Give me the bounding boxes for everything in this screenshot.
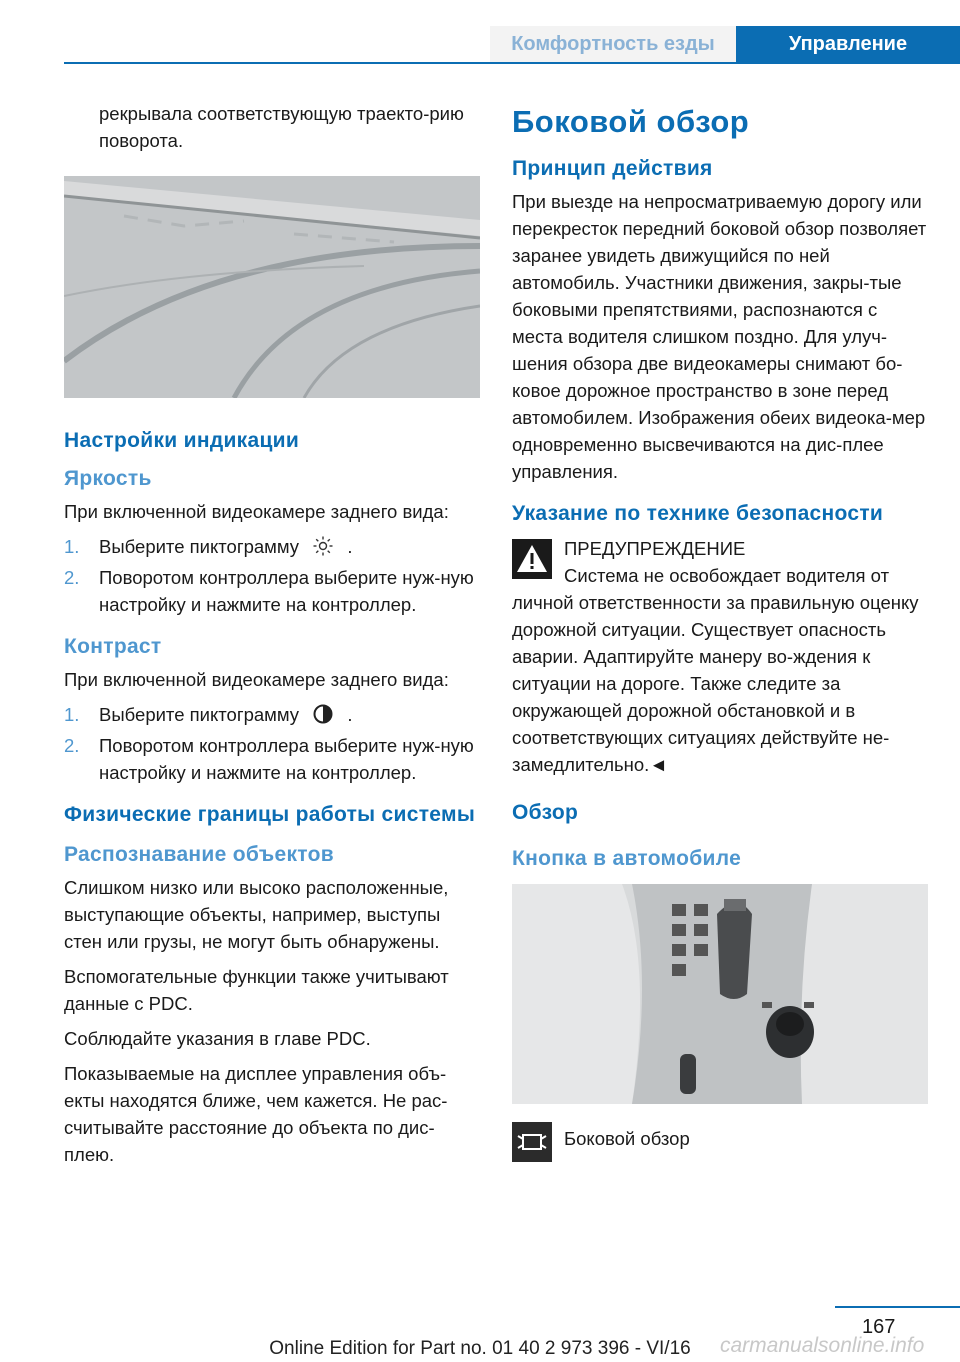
- step-number: 2.: [64, 735, 80, 756]
- header-chapter-tab: Управление: [736, 26, 960, 62]
- warning-text: [512, 562, 930, 778]
- contrast-text: При включенной видеокамере заднего вида:: [64, 669, 449, 690]
- list-item: [64, 732, 482, 786]
- header-rule: [64, 62, 960, 64]
- step-text-end: .: [347, 704, 353, 725]
- footer-watermark: carmanualsonline.info: [720, 1334, 925, 1357]
- brightness-heading: Яркость: [64, 467, 152, 490]
- side-view-camera-icon: [512, 1122, 552, 1162]
- warning-triangle-icon: [512, 539, 552, 579]
- footer-edition: Online Edition for Part no. 01 40 2 973 396 - VI/16: [269, 1338, 691, 1359]
- object-detection-paragraph: Вспомогательные функции также учитывают данные с PDC.: [64, 966, 449, 1014]
- step-text-end: .: [347, 536, 353, 557]
- left-column: [64, 100, 482, 1176]
- button-heading: Кнопка в автомобиле: [512, 847, 742, 870]
- contrast-heading: Контраст: [64, 635, 162, 658]
- right-column: [512, 100, 930, 1166]
- rear-camera-lines-illustration: [64, 176, 480, 398]
- object-detection-paragraph: Слишком низко или высоко расположенные, выступающие объекты, например, выступы стен или грузы, не могут быть обнаружены.: [64, 877, 449, 952]
- warning-block: [512, 535, 930, 778]
- warning-text-content: Система не освобождает водителя от личной ответственности за правильную оценку дорожной ситуации. Существует опасность аварии. Адаптируйте манеру во-ждения к ситуации на дороге. Также следите за окружающей дорожной обстановкой и в соответствующих ситуациях действуйте не-замедлительно.◄: [512, 565, 919, 775]
- principle-text: При выезде на непросматриваемую дорогу или перекресток передний боковой обзор позволяет заранее увидеть движущийся по ней автомобиль. Участники движения, закры-тые боковыми препятствиями, распознаются с места водителя слишком поздно. Для улуч-шения обзора две видеокамеры снимают бо-ковое дорожное пространство в зоне перед автомобилем. Изображения обеих видеока-мер одновременно высвечиваются на дис-плее управления.: [512, 191, 927, 482]
- list-item: [64, 701, 482, 728]
- safety-heading: Указание по технике безопасности: [512, 502, 884, 525]
- brightness-steps: [64, 533, 482, 618]
- step-text: Выберите пиктограмму: [99, 704, 300, 725]
- object-detection-paragraph: Показываемые на дисплее управления объ-екты находятся ближе, чем кажется. Не рас-считывайте расстояние до объекта по дис-плею.: [64, 1063, 448, 1165]
- contrast-icon: [312, 703, 334, 725]
- page-title: Боковой обзор: [512, 104, 750, 139]
- step-number: 1.: [64, 704, 80, 725]
- step-text: Поворотом контроллера выберите нуж-ную настройку и нажмите на контроллер.: [99, 567, 474, 615]
- overview-heading: Обзор: [512, 801, 579, 824]
- step-number: 2.: [64, 567, 80, 588]
- header-section-tab: Комфортность езды: [490, 26, 736, 62]
- list-item: [64, 533, 482, 560]
- intro-text: рекрывала соответствующую траекто-рию поворота.: [99, 103, 464, 151]
- display-settings-heading: Настройки индикации: [64, 429, 300, 452]
- warning-label: ПРЕДУПРЕЖДЕНИЕ: [564, 538, 746, 559]
- principle-heading: Принцип действия: [512, 157, 713, 180]
- side-view-button-label: Боковой обзор: [564, 1128, 690, 1149]
- camera-view-image: [64, 176, 480, 398]
- step-text: Выберите пиктограмму: [99, 536, 300, 557]
- object-detection-paragraph: Соблюдайте указания в главе PDC.: [64, 1028, 371, 1049]
- brightness-text: При включенной видеокамере заднего вида:: [64, 501, 449, 522]
- sun-icon: [312, 535, 334, 557]
- footer-rule: [835, 1306, 960, 1308]
- side-view-button-row: [512, 1122, 930, 1166]
- step-number: 1.: [64, 536, 80, 557]
- page-number: 167: [862, 1316, 896, 1338]
- step-text: Поворотом контроллера выберите нуж-ную настройку и нажмите на контроллер.: [99, 735, 474, 783]
- list-item: [64, 564, 482, 618]
- center-console-illustration: [512, 884, 928, 1104]
- contrast-steps: [64, 701, 482, 786]
- object-detection-heading: Распознавание объектов: [64, 843, 334, 866]
- vehicle-console-image: [512, 884, 928, 1104]
- limits-heading: Физические границы работы системы: [64, 803, 476, 826]
